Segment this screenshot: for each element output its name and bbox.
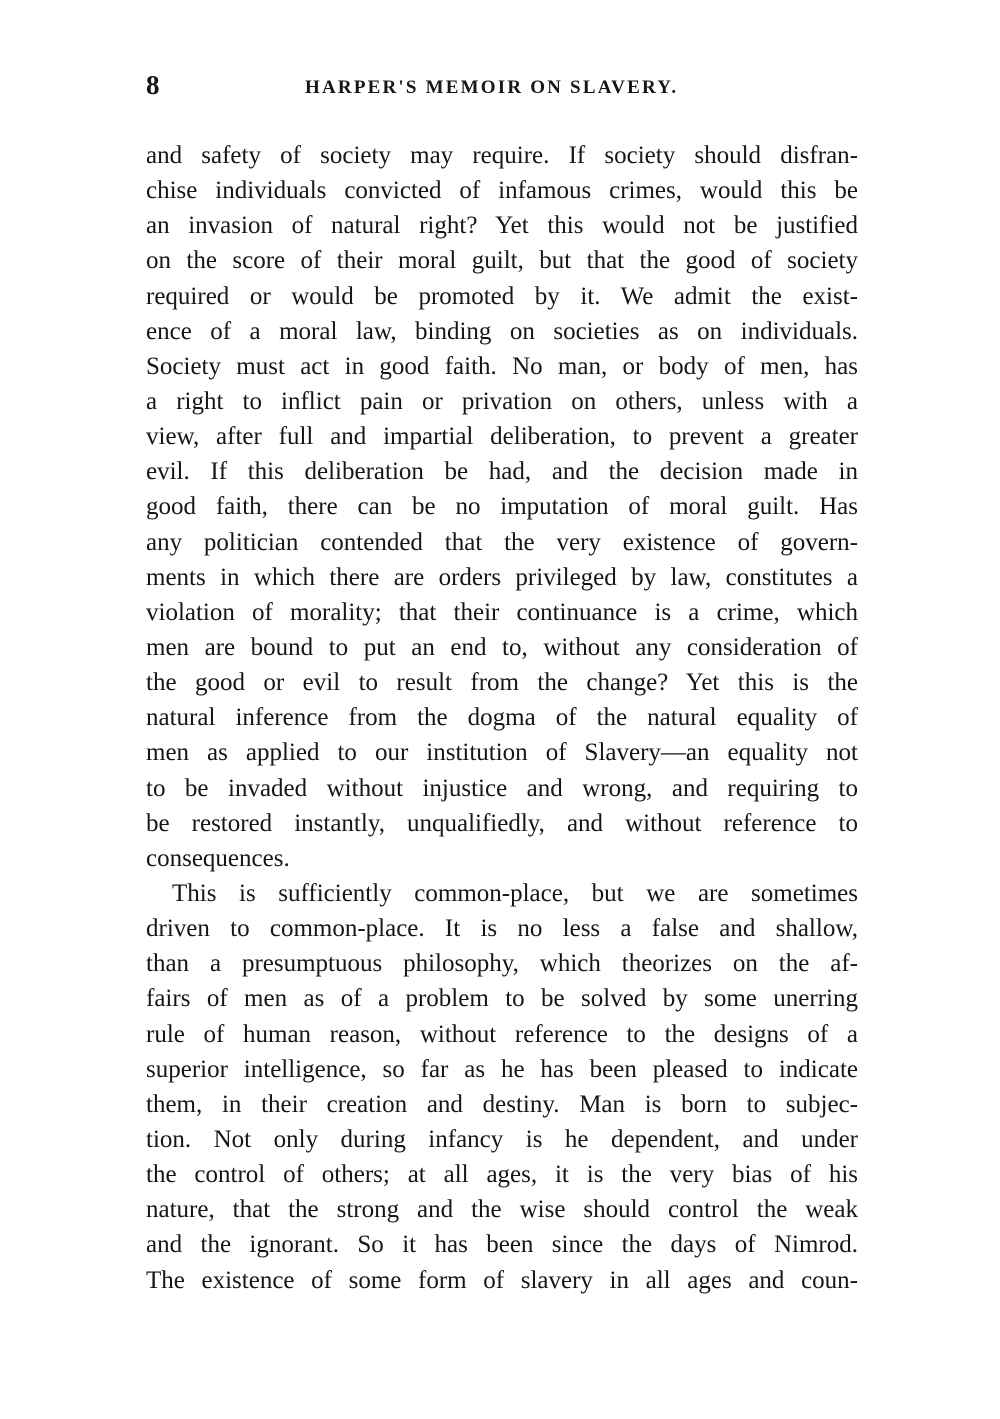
text-line-paragraph-end: consequences. bbox=[146, 844, 290, 872]
text-line: natural inference from the dogma of the natural equality of bbox=[146, 704, 858, 732]
text-line: to be invaded without injustice and wrong, and requiring to bbox=[146, 774, 858, 802]
text-line: required or would be promoted by it. We admit the exist- bbox=[146, 282, 858, 310]
text-line: on the score of their moral guilt, but that the good of society bbox=[146, 247, 858, 275]
text-line: men are bound to put an end to, without any consideration of bbox=[146, 633, 858, 661]
text-line: men as applied to our institution of Slavery—an equality not bbox=[146, 739, 858, 767]
body-text bbox=[146, 138, 858, 1298]
text-line-paragraph-start: This is sufficiently common-place, but we are sometimes bbox=[172, 879, 858, 907]
text-line: a right to inflict pain or privation on others, unless with a bbox=[146, 387, 858, 415]
text-line: nature, that the strong and the wise should control the weak bbox=[146, 1196, 858, 1224]
text-line: be restored instantly, unqualifiedly, and without reference to bbox=[146, 809, 858, 837]
text-line: superior intelligence, so far as he has been pleased to indicate bbox=[146, 1055, 858, 1083]
text-line: and the ignorant. So it has been since the days of Nimrod. bbox=[146, 1231, 858, 1259]
text-line: violation of morality; that their continuance is a crime, which bbox=[146, 598, 858, 626]
text-line: driven to common-place. It is no less a false and shallow, bbox=[146, 915, 858, 943]
text-line: The existence of some form of slavery in all ages and coun- bbox=[146, 1266, 858, 1294]
text-line: and safety of society may require. If society should disfran- bbox=[146, 142, 858, 169]
text-line: fairs of men as of a problem to be solved by some unerring bbox=[146, 985, 858, 1013]
text-line: an invasion of natural right? Yet this would not be justified bbox=[146, 212, 858, 240]
text-line: ments in which there are orders privileged by law, constitutes a bbox=[146, 563, 858, 591]
text-line: chise individuals convicted of infamous crimes, would this be bbox=[146, 177, 858, 205]
text-line: the good or evil to result from the change? Yet this is the bbox=[146, 669, 858, 697]
text-line: than a presumptuous philosophy, which theorizes on the af- bbox=[146, 950, 858, 978]
text-line: rule of human reason, without reference to the designs of a bbox=[146, 1020, 858, 1048]
text-line: any politician contended that the very existence of govern- bbox=[146, 528, 858, 556]
text-line: the control of others; at all ages, it is the very bias of his bbox=[146, 1161, 858, 1189]
page-number: 8 bbox=[146, 70, 160, 100]
running-head: HARPER'S MEMOIR ON SLAVERY. bbox=[305, 77, 679, 98]
text-line: view, after full and impartial deliberation, to prevent a greater bbox=[146, 423, 858, 451]
text-line: evil. If this deliberation be had, and the decision made in bbox=[146, 458, 858, 486]
text-line: them, in their creation and destiny. Man is born to subjec- bbox=[146, 1090, 858, 1118]
text-line: tion. Not only during infancy is he dependent, and under bbox=[146, 1125, 858, 1153]
text-line: ence of a moral law, binding on societies as on individuals. bbox=[146, 317, 858, 345]
text-line: Society must act in good faith. No man, or body of men, has bbox=[146, 352, 858, 380]
text-line: good faith, there can be no imputation of moral guilt. Has bbox=[146, 493, 858, 521]
